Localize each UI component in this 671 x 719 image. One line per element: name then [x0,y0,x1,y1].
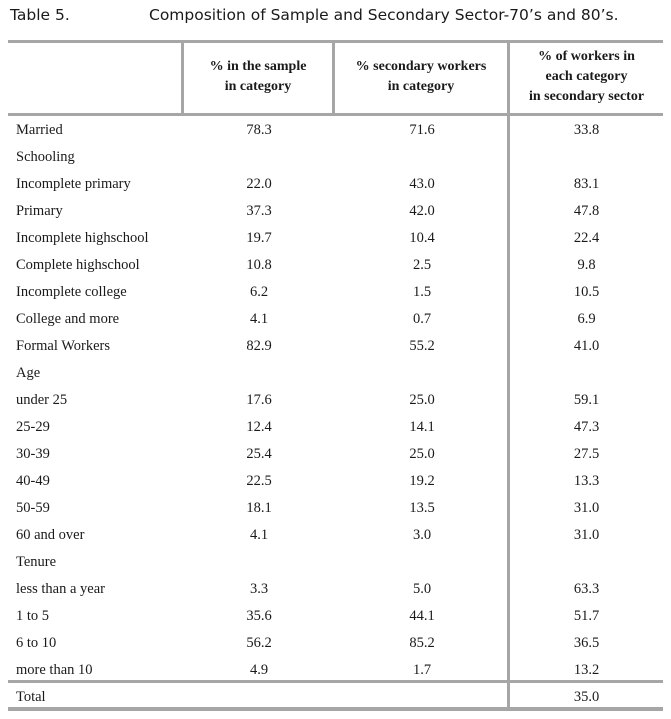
cell: 3.0 [412,527,432,543]
cell: 10.8 [246,257,272,273]
row-label: College and more [16,311,120,327]
cell: 2.5 [412,257,432,273]
row-label: less than a year [16,581,105,597]
table-row [8,413,663,440]
cell: 47.3 [573,419,600,435]
cell: 12.4 [246,419,272,435]
cell: 4.1 [249,311,269,327]
cell: 35.6 [246,608,272,624]
table-row [8,602,663,629]
total-label: Total [16,689,46,705]
cell: 44.1 [409,608,435,624]
cell: 22.5 [246,473,272,489]
row-label: Schooling [16,149,75,165]
table-row [8,359,663,386]
cell: 78.3 [246,122,272,138]
row-label: Primary [16,203,63,219]
table-number: Table 5. [10,6,70,24]
cell: 6.9 [577,311,596,327]
table-row [8,494,663,521]
cell: 25.0 [409,392,435,408]
cell: 85.2 [409,635,435,651]
cell: 71.6 [409,122,435,138]
header-pct-secondary: % secondary workers in category [355,58,487,94]
table-row [8,251,663,278]
table-row [8,305,663,332]
row-label: Married [16,122,63,138]
cell: 42.0 [409,203,435,219]
table-row [8,386,663,413]
cell: 31.0 [573,500,600,516]
cell: 1.7 [412,662,432,678]
cell: 0.7 [412,311,432,327]
cell: 13.3 [573,473,600,489]
header-pct-sample: % in the sample in category [209,58,307,94]
cell: 31.0 [573,527,600,543]
table-row [8,440,663,467]
cell: 6.2 [249,284,269,300]
cell: 10.5 [573,284,600,300]
header-pct-workers-secondary: % of workers in each category in secondary sector [528,48,645,104]
header-row-label [8,40,181,113]
cell: 83.1 [573,176,600,192]
cell: 19.2 [409,473,435,489]
cell: 3.3 [249,581,269,597]
cell: 13.5 [409,500,435,516]
row-label: Incomplete primary [16,176,131,192]
cell: 1.5 [412,284,432,300]
row-label: 30-39 [16,446,50,462]
cell: 56.2 [246,635,272,651]
cell: 51.7 [573,608,600,624]
row-label: 6 to 10 [16,635,57,651]
cell: 27.5 [573,446,600,462]
row-label: Age [16,365,41,381]
cell: 22.4 [573,230,600,246]
table-row [8,143,663,170]
row-label: 1 to 5 [16,608,50,624]
cell: 55.2 [409,338,435,354]
table-row [8,467,663,494]
total-value: 35.0 [573,689,600,705]
cell: 5.0 [412,581,432,597]
row-label: 50-59 [16,500,50,516]
table-row [8,548,663,575]
table-row [8,170,663,197]
cell: 33.8 [573,122,600,138]
cell: 4.1 [249,527,269,543]
cell: 82.9 [246,338,272,354]
cell: 13.2 [573,662,600,678]
row-label: Tenure [16,554,57,570]
row-label: 60 and over [16,527,85,543]
row-label: Incomplete college [16,284,127,300]
cell: 63.3 [573,581,600,597]
row-label: under 25 [16,392,68,408]
table-row [8,224,663,251]
cell: 43.0 [409,176,435,192]
table-row [8,575,663,602]
cell: 25.0 [409,446,435,462]
row-label: 40-49 [16,473,50,489]
cell: 41.0 [573,338,600,354]
cell: 14.1 [409,419,435,435]
table-row [8,278,663,305]
cell: 22.0 [246,176,272,192]
cell: 9.8 [577,257,596,273]
table-row [8,332,663,359]
cell: 4.9 [249,662,269,678]
table-title: Composition of Sample and Secondary Sector-70’s and 80’s. [149,6,619,24]
cell: 25.4 [246,446,272,462]
cell: 37.3 [246,203,272,219]
cell: 36.5 [573,635,600,651]
row-label: Formal Workers [16,338,111,354]
cell: 10.4 [409,230,435,246]
row-label: Incomplete highschool [16,230,149,246]
table-row [8,521,663,548]
table-row [8,656,663,683]
row-label: more than 10 [16,662,93,678]
table-row [8,629,663,656]
table-row [8,116,663,143]
cell: 17.6 [246,392,272,408]
cell: 47.8 [573,203,600,219]
row-label: Complete highschool [16,257,140,273]
table-caption [10,6,663,30]
row-label: 25-29 [16,419,50,435]
table-row [8,197,663,224]
cell: 59.1 [573,392,600,408]
cell: 18.1 [246,500,272,516]
cell: 19.7 [246,230,272,246]
total-row [8,683,663,710]
